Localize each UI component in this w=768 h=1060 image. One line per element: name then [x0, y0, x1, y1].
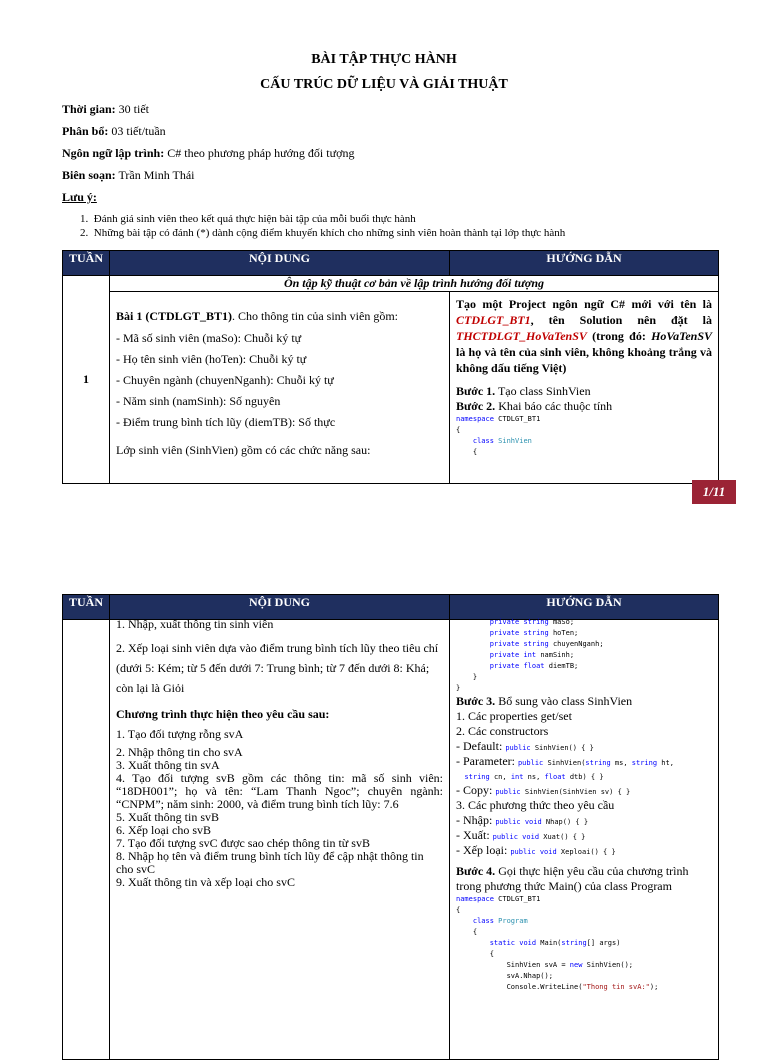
project-instructions: Tạo một Project ngôn ngữ C# mới với tên là CTDLGT_BT1, tên Solution nên đặt là THCTDLGT_HoVaTenSV (trong đó: HoVaTenSV là họ và tên của sinh viên, không khoảng trắng và không dấu tiếng Việt): [456, 297, 712, 375]
list-item: (dưới 5: Kém; từ 5 đến dưới 7: Trung bình; từ 7 đến dưới 8: Khá;: [116, 661, 430, 675]
doc-title: BÀI TẬP THỰC HÀNH: [311, 52, 457, 67]
notes-list: [80, 212, 565, 240]
guide-cell: [450, 620, 719, 1060]
guide-cell: [450, 292, 719, 484]
field-item: - Điểm trung bình tích lũy (diemTB): Số thực: [116, 415, 336, 429]
method-nhap: - Nhập: public void Nhap() { }: [456, 813, 589, 827]
step-item: 6. Xếp loại cho svB: [116, 823, 211, 837]
ctor-param-cont: string cn, int ns, float dtb) { }: [464, 773, 604, 781]
step-item: 8. Nhập họ tên và điểm trung bình tích lũy để cập nhật thông tin cho svC: [116, 849, 424, 876]
field-item: - Mã số sinh viên (maSo): Chuỗi ký tự: [116, 331, 302, 345]
list-item: 2. Xếp loại sinh viên dựa vào điểm trung bình tích lũy theo tiêu chí: [116, 641, 439, 655]
col-header-guide: HƯỚNG DẪN: [450, 595, 719, 620]
code-main: namespace CTDLGT_BT1 { class Program { static void Main(string[] args) { SinhVien svA = new SinhVien(); svA.Nhap(); Console.WriteLine("Thong tin svA:");: [456, 895, 659, 991]
step-item: 5. Xuất thông tin svB: [116, 810, 220, 824]
step-item: 3. Xuất thông tin svA: [116, 758, 220, 772]
page-1: [0, 0, 768, 520]
list-item: còn lại là Giỏi: [116, 681, 185, 695]
content-cell: [110, 617, 450, 1060]
col-header-guide: HƯỚNG DẪN: [450, 251, 719, 276]
step-item: 4. Tạo đối tượng svB gồm các thông tin: mã số sinh viên: “18DH001”; họ và tên: “Lam Thanh Ngoc”; chuyên ngành: “CNPM”; năm sinh: 2000, và điểm trung bình tích lũy: 7.6: [116, 771, 443, 811]
list-item: 1. Nhập, xuất thông tin sinh viên: [116, 617, 274, 631]
step-4: Bước 4. Gọi thực hiện yêu cầu của chương trình trong phương thức Main() của class Program: [456, 864, 689, 893]
doc-subtitle: CẤU TRÚC DỮ LIỆU VÀ GIẢI THUẬT: [260, 77, 508, 92]
sub-item: 2. Các constructors: [456, 724, 549, 738]
page-gap: [0, 520, 768, 568]
note-item: 2. Những bài tập có đánh (*) dành cộng điểm khuyến khích cho những sinh viên hoàn thành tại lớp thực hành: [80, 227, 566, 239]
code-fields: private string maSo; private string hoTen; private string chuyenNganh; private int namSinh; private float diemTB; } }: [456, 618, 604, 692]
step-3: Bước 3. Bổ sung vào class SinhVien: [456, 694, 633, 708]
step-1: Bước 1. Tạo class SinhVien: [456, 384, 591, 398]
step-2: Bước 2. Khai báo các thuộc tính: [456, 399, 613, 413]
method-xuat: - Xuất: public void Xuat() { }: [456, 828, 586, 842]
col-header-week: TUẦN: [63, 595, 110, 620]
page-2: [0, 568, 768, 1024]
col-header-content: NỘI DUNG: [110, 595, 450, 620]
meta-lang: Ngôn ngữ lập trình: C# theo phương pháp hướng đối tượng: [62, 146, 355, 160]
note-item: 1. Đánh giá sinh viên theo kết quả thực hiện bài tập của mỗi buổi thực hành: [80, 213, 416, 225]
step-item: 2. Nhập thông tin cho svA: [116, 745, 243, 759]
ctor-default: - Default: public SinhVien() { }: [456, 739, 594, 753]
section-title: Ôn tập kỹ thuật cơ bản về lập trình hướng đối tượng: [110, 276, 719, 292]
note-label: Lưu ý:: [62, 190, 97, 204]
week-cell: [63, 620, 110, 1060]
method-xeploai: - Xếp loại: public void Xeploai() { }: [456, 843, 616, 857]
program-title: Chương trình thực hiện theo yêu cầu sau:: [116, 707, 330, 721]
field-item: - Năm sinh (namSinh): Số nguyên: [116, 394, 281, 408]
class-description: Lớp sinh viên (SinhVien) gồm có các chức năng sau:: [116, 443, 371, 457]
step-item: 7. Tạo đối tượng svC được sao chép thông tin từ svB: [116, 836, 370, 850]
table-page-2: [62, 594, 719, 1060]
exercise-title: Bài 1 (CTDLGT_BT1). Cho thông tin của sinh viên gồm:: [116, 309, 399, 323]
meta-author: Biên soạn: Trần Minh Thái: [62, 168, 195, 182]
table-page-1: [62, 250, 719, 484]
ctor-copy: - Copy: public SinhVien(SinhVien sv) { }: [456, 783, 631, 797]
col-header-week: TUẦN: [63, 251, 110, 276]
field-item: - Chuyên ngành (chuyenNganh): Chuỗi ký tự: [116, 373, 334, 387]
meta-time: Thời gian: 30 tiết: [62, 102, 149, 116]
sub-item: 3. Các phương thức theo yêu cầu: [456, 798, 615, 812]
sub-item: 1. Các properties get/set: [456, 709, 572, 723]
code-block: namespace CTDLGT_BT1 { class SinhVien {: [456, 415, 541, 456]
step-item: 1. Tạo đối tượng rỗng svA: [116, 727, 244, 741]
week-cell: 1: [63, 276, 110, 484]
meta-alloc: Phân bổ: 03 tiết/tuần: [62, 124, 166, 138]
field-item: - Họ tên sinh viên (hoTen): Chuỗi ký tự: [116, 352, 307, 366]
page-number: 1/11: [692, 480, 736, 504]
content-cell: [110, 292, 450, 484]
step-item: 9. Xuất thông tin và xếp loại cho svC: [116, 875, 295, 889]
col-header-content: NỘI DUNG: [110, 251, 450, 276]
ctor-param: - Parameter: public SinhVien(string ms, string ht,: [456, 754, 674, 768]
